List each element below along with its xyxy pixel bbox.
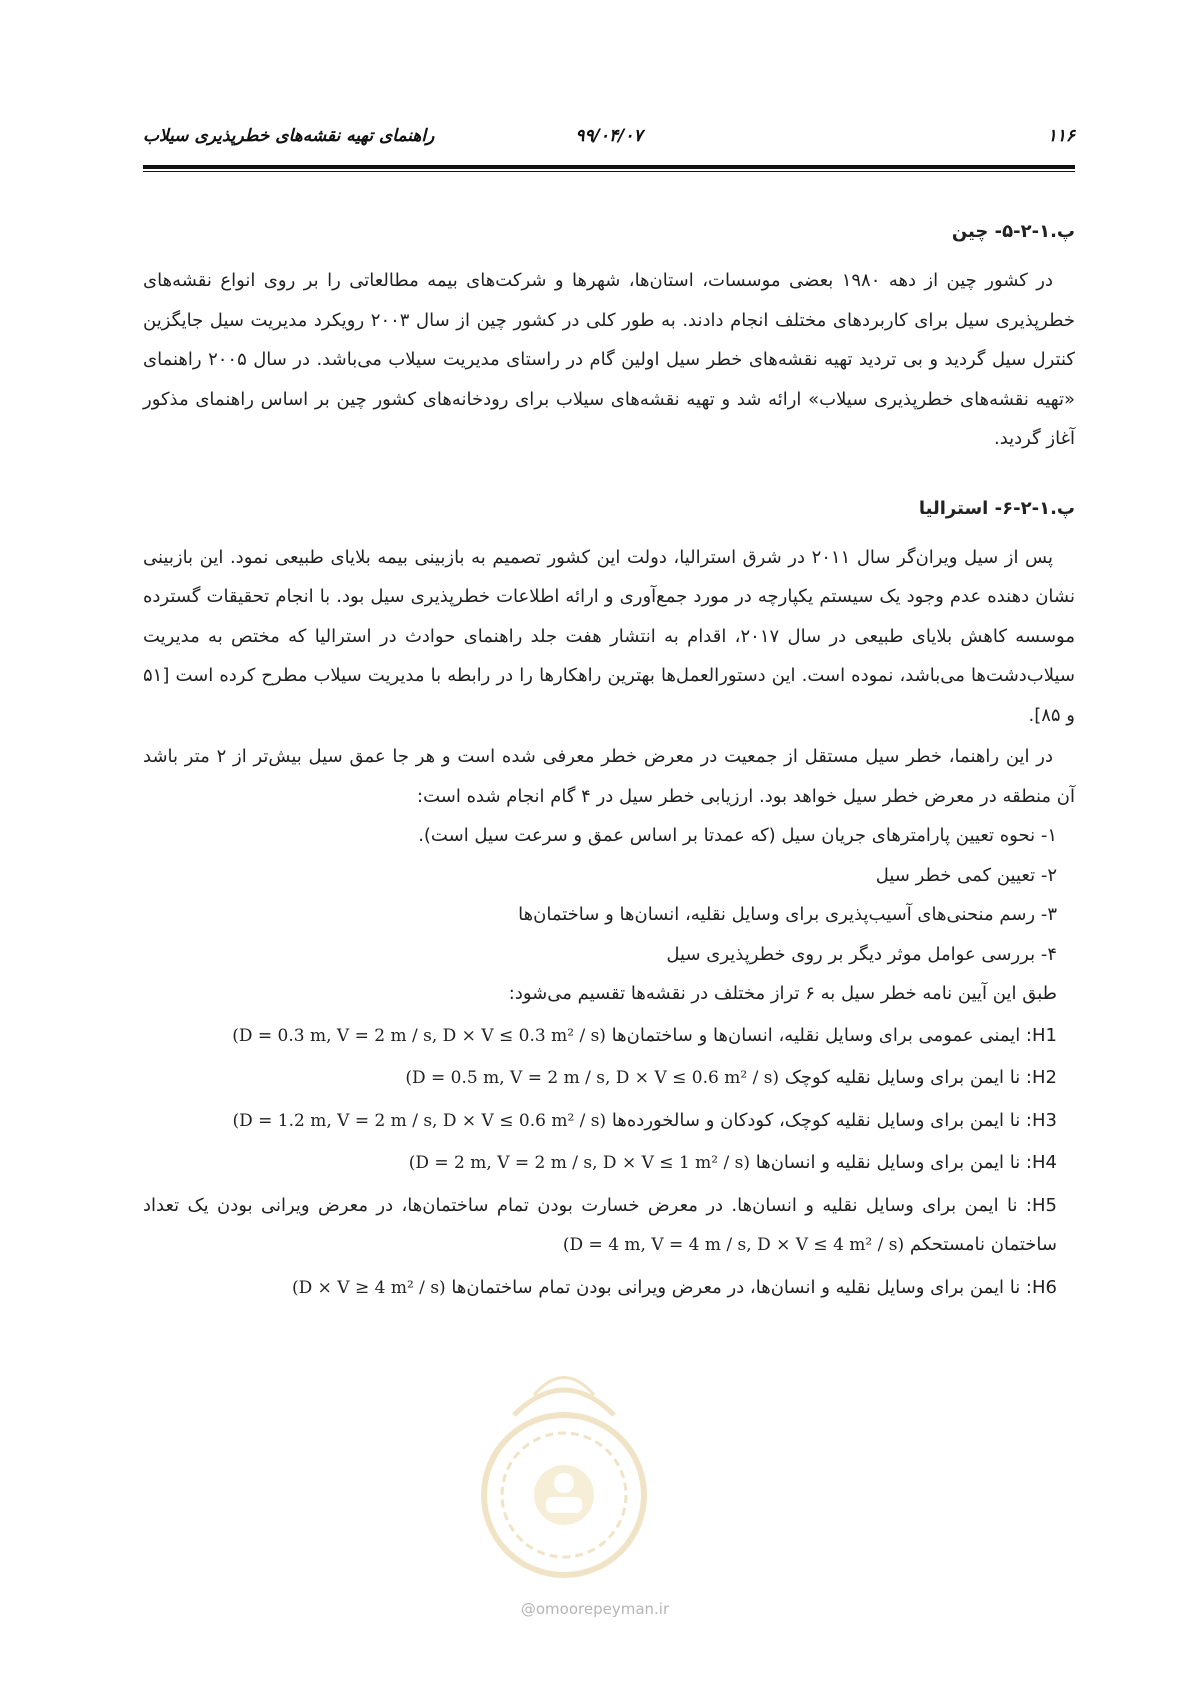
- section-paragraph: در کشور چین از دهه ۱۹۸۰ بعضی موسسات، استان‌ها، شهرها و شرکت‌های بیمه مطالعاتی را بر روی انواع نقشه‌های خطرپذیری سیل برای کاربردهای مختلف انجام دادند. به طور کلی در کشور چین از سال ۲۰۰۳ رویکرد مدیریت سیل جایگزین کنترل سیل گردید و بی تردید تهیه نقشه‌های خطر سیل اولین گام در راستای مدیریت سیلاب می‌باشد. در سال ۲۰۰۵ راهنمای «تهیه نقشه‌های خطرپذیری سیلاب» ارائه شد و تهیه نقشه‌های سیلاب برای رودخانه‌های کشور چین بر اساس راهنمای مذکور آغاز گردید.: [143, 270, 1075, 449]
- section-heading: پ.۱-۲-۶- استرالیا: [918, 497, 1075, 519]
- section-australia: [143, 489, 1075, 1309]
- list-item: ۴- بررسی عوامل موثر دیگر بر روی خطرپذیری سیل: [666, 943, 1057, 965]
- hazard-label: H6: نا ایمن برای وسایل نقلیه و انسان‌ها، در معرض ویرانی بودن تمام ساختمان‌ها: [451, 1276, 1057, 1298]
- list-item: ۱- نحوه تعیین پارامترهای جریان سیل (که عمدتا بر اساس عمق و سرعت سیل است).: [418, 825, 1057, 846]
- hazard-level-h1: [143, 1016, 1075, 1057]
- hazard-level-h5: [143, 1186, 1075, 1266]
- hazard-level-h6: [143, 1268, 1075, 1309]
- hazard-level-h2: [143, 1058, 1075, 1099]
- hazard-formula: (D = 4 m, V = 4 m / s, D × V ≤ 4 m² / s): [562, 1235, 905, 1255]
- header-title: راهنمای تهیه نقشه‌های خطرپذیری سیلاب: [143, 126, 435, 146]
- hazard-formula: (D = 0.5 m, V = 2 m / s, D × V ≤ 0.6 m² / s): [405, 1068, 780, 1088]
- page-number: ۱۱۶: [1047, 126, 1075, 146]
- section-paragraph: در این راهنما، خطر سیل مستقل از جمعیت در معرض خطر معرفی شده است و هر جا عمق سیل بیش‌تر از ۲ متر باشد آن منطقه در معرض خطر سیل خواهد بود. ارزیابی خطر سیل در ۴ گام انجام شده است:: [143, 746, 1075, 807]
- classification-intro: طبق این آیین نامه خطر سیل به ۶ تراز مختلف در نقشه‌ها تقسیم می‌شود:: [508, 983, 1057, 1004]
- header-date: ۹۹/۰۴/۰۷: [575, 126, 643, 146]
- header-rule-thick: [143, 165, 1075, 169]
- page-header: [143, 126, 1075, 152]
- hazard-label: H2: نا ایمن برای وسایل نقلیه کوچک: [784, 1067, 1057, 1088]
- hazard-label: H3: نا ایمن برای وسایل نقلیه کوچک، کودکان و سالخورده‌ها: [611, 1109, 1057, 1131]
- hazard-level-h3: [143, 1101, 1075, 1142]
- hazard-levels: [143, 974, 1075, 1308]
- watermark-url: @omoorepeyman.ir: [520, 1600, 670, 1618]
- hazard-formula: (D = 0.3 m, V = 2 m / s, D × V ≤ 0.3 m² / s): [232, 1025, 606, 1046]
- hazard-formula: (D = 1.2 m, V = 2 m / s, D × V ≤ 0.6 m² / s): [232, 1110, 607, 1131]
- hazard-label: H1: ایمنی عمومی برای وسایل نقلیه، انسان‌ها و ساختمان‌ها: [611, 1024, 1057, 1046]
- hazard-label: H4: نا ایمن برای وسایل نقلیه و انسان‌ها: [755, 1152, 1057, 1173]
- list-item: ۲- تعیین کمی خطر سیل: [875, 864, 1057, 886]
- watermark-logo: [474, 1355, 654, 1585]
- header-rule-thin: [143, 171, 1075, 172]
- hazard-formula: (D = 2 m, V = 2 m / s, D × V ≤ 1 m² / s): [408, 1153, 750, 1173]
- section-heading: پ.۱-۲-۵- چین: [951, 221, 1075, 242]
- steps-list: [143, 816, 1075, 974]
- hazard-label: H5: نا ایمن برای وسایل نقلیه و انسان‌ها. در معرض خسارت بودن تمام ساختمان‌ها، در معرض ویرانی بودن یک تعداد ساختمان نامستحکم: [143, 1194, 1057, 1255]
- hazard-formula: (D × V ≥ 4 m² / s): [291, 1277, 446, 1298]
- list-item: ۳- رسم منحنی‌های آسیب‌پذیری برای وسایل نقلیه، انسان‌ها و ساختمان‌ها: [518, 904, 1057, 925]
- hazard-level-h4: [143, 1143, 1075, 1184]
- section-china: [143, 212, 1075, 459]
- section-paragraph: پس از سیل ویران‌گر سال ۲۰۱۱ در شرق استرالیا، دولت این کشور تصمیم به بازبینی بیمه بلایای طبیعی نمود. این بازبینی نشان دهنده عدم وجود یک سیستم یکپارچه در مورد جمع‌آوری و ارائه اطلاعات خطرپذیری سیل بود. با انجام تحقیقات گسترده موسسه کاهش بلایای طبیعی در سال ۲۰۱۷، اقدام به انتشار هفت جلد راهنمای حوادث در استرالیا که مختص به مدیریت سیلاب‌دشت‌ها می‌باشد، نموده است. این دستورالعمل‌ها بهترین راهکارها را در رابطه با مدیریت سیلاب مطرح کرده است [۵۱ و ۸۵].: [143, 546, 1075, 726]
- page-content: [143, 212, 1075, 1308]
